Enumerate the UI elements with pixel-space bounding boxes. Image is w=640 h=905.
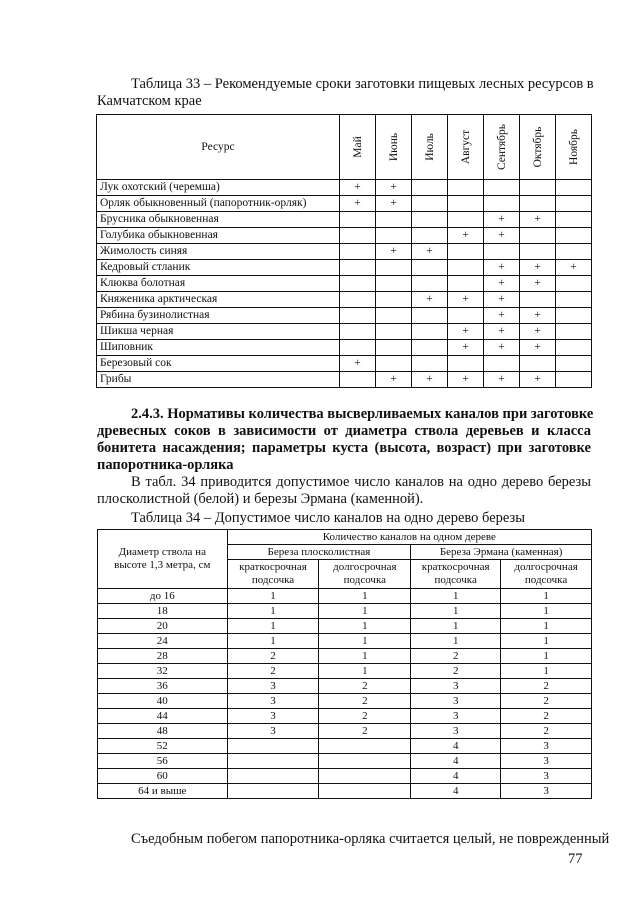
season-mark [520, 244, 556, 260]
season-mark [556, 372, 592, 388]
season-mark [556, 356, 592, 372]
season-mark [484, 244, 520, 260]
season-mark: + [340, 356, 376, 372]
section-heading-line: папоротника-орляка [97, 457, 234, 473]
closing-paragraph-line: Съедобным побегом папоротника-орляка считается целый, не поврежденный [131, 831, 610, 847]
season-mark [556, 180, 592, 196]
season-mark [520, 196, 556, 212]
channel-count-cell: 3 [411, 679, 501, 694]
channel-count-cell: 3 [501, 739, 592, 754]
section-heading-line: бонитета насаждения; параметры куста (высота, возраст) при заготовке [97, 440, 591, 456]
resource-name: Грибы [97, 372, 340, 388]
table33-caption-line1: Таблица 33 – Рекомендуемые сроки заготовки пищевых лесных ресурсов в [131, 76, 594, 92]
channel-count-cell: 3 [227, 724, 319, 739]
table-row [98, 739, 592, 754]
diameter-cell: 56 [98, 754, 228, 769]
channel-count-cell: 2 [227, 649, 319, 664]
season-mark: + [520, 212, 556, 228]
season-mark [412, 308, 448, 324]
table34 [97, 529, 592, 799]
channel-count-cell: 4 [411, 754, 501, 769]
season-mark [376, 356, 412, 372]
season-mark: + [340, 180, 376, 196]
season-mark: + [484, 292, 520, 308]
season-mark: + [484, 372, 520, 388]
channel-count-cell: 3 [411, 724, 501, 739]
table-row [98, 664, 592, 679]
season-mark [556, 196, 592, 212]
season-mark: + [412, 244, 448, 260]
channel-count-cell: 1 [319, 619, 411, 634]
channel-count-cell: 1 [227, 634, 319, 649]
table33 [96, 114, 592, 388]
season-mark: + [520, 324, 556, 340]
month-header [448, 115, 484, 180]
diameter-cell: 36 [98, 679, 228, 694]
season-mark: + [484, 324, 520, 340]
channel-count-cell: 2 [319, 694, 411, 709]
channel-count-cell: 3 [227, 709, 319, 724]
season-mark [376, 276, 412, 292]
table-row [98, 604, 592, 619]
channel-count-cell [319, 754, 411, 769]
season-mark: + [448, 340, 484, 356]
season-mark [376, 260, 412, 276]
table33-caption-line2: Камчатском крае [97, 93, 202, 109]
table-row [98, 589, 592, 604]
channel-count-cell: 1 [319, 634, 411, 649]
season-mark [412, 212, 448, 228]
channel-count-cell: 2 [501, 679, 592, 694]
resource-name: Жимолость синяя [97, 244, 340, 260]
channel-count-cell: 1 [319, 589, 411, 604]
channel-count-cell [319, 784, 411, 799]
table-row [97, 356, 592, 372]
season-mark [340, 260, 376, 276]
channel-count-cell: 1 [411, 634, 501, 649]
table-row [97, 260, 592, 276]
channel-count-cell: 1 [319, 649, 411, 664]
species-header: Береза плосколистная [227, 545, 411, 560]
channel-count-cell: 3 [411, 709, 501, 724]
season-mark [340, 244, 376, 260]
season-mark [448, 212, 484, 228]
season-mark [484, 180, 520, 196]
season-mark [556, 340, 592, 356]
channel-count-cell: 1 [501, 619, 592, 634]
channel-count-cell: 3 [501, 754, 592, 769]
channel-count-cell: 2 [501, 724, 592, 739]
channel-count-cell: 1 [319, 664, 411, 679]
season-mark: + [520, 340, 556, 356]
diameter-cell: 18 [98, 604, 228, 619]
month-label: Август [459, 129, 472, 165]
channels-group-header: Количество каналов на одном дереве [227, 530, 591, 545]
season-mark [448, 244, 484, 260]
table-row [98, 784, 592, 799]
species-header: Береза Эрмана (каменная) [411, 545, 592, 560]
channel-count-cell [227, 769, 319, 784]
season-mark [448, 276, 484, 292]
season-mark [340, 372, 376, 388]
season-mark: + [520, 260, 556, 276]
month-label: Октябрь [531, 126, 544, 168]
season-mark: + [412, 292, 448, 308]
diameter-cell: 32 [98, 664, 228, 679]
month-label: Июль [423, 133, 436, 161]
table-row [97, 324, 592, 340]
season-mark [520, 292, 556, 308]
season-mark [376, 228, 412, 244]
table-row [97, 244, 592, 260]
resource-name: Орляк обыкновенный (папоротник-орляк) [97, 196, 340, 212]
season-mark [448, 196, 484, 212]
season-mark [340, 212, 376, 228]
table-row [97, 212, 592, 228]
season-mark: + [484, 276, 520, 292]
season-mark: + [556, 260, 592, 276]
table-row [97, 292, 592, 308]
month-header [340, 115, 376, 180]
month-header [556, 115, 592, 180]
diameter-cell: до 16 [98, 589, 228, 604]
diameter-cell: 28 [98, 649, 228, 664]
season-mark: + [448, 228, 484, 244]
month-label: Июнь [387, 132, 400, 162]
table33-header-row [97, 115, 592, 180]
table-row [98, 619, 592, 634]
method-header: долгосрочная подсочка [501, 560, 592, 589]
resource-name: Шикша черная [97, 324, 340, 340]
month-header [376, 115, 412, 180]
season-mark: + [448, 292, 484, 308]
resource-name: Лук охотский (черемша) [97, 180, 340, 196]
channel-count-cell [319, 769, 411, 784]
season-mark: + [448, 324, 484, 340]
table-row [98, 694, 592, 709]
channel-count-cell: 2 [227, 664, 319, 679]
season-mark [520, 180, 556, 196]
table-row [98, 724, 592, 739]
channel-count-cell [227, 784, 319, 799]
section-heading-line: 2.4.3. Нормативы количества высверливаемых каналов при заготовке [131, 406, 594, 422]
table-row [98, 634, 592, 649]
season-mark [448, 260, 484, 276]
season-mark: + [484, 340, 520, 356]
diameter-cell: 48 [98, 724, 228, 739]
table-row [97, 308, 592, 324]
season-mark [520, 356, 556, 372]
channel-count-cell: 1 [227, 604, 319, 619]
season-mark [412, 228, 448, 244]
method-header: долгосрочная подсочка [319, 560, 411, 589]
channel-count-cell: 1 [501, 664, 592, 679]
method-header: краткосрочная подсочка [227, 560, 319, 589]
section-heading-line: древесных соков в зависимости от диаметра ствола деревьев и класса [97, 423, 591, 439]
season-mark [340, 324, 376, 340]
season-mark: + [448, 372, 484, 388]
season-mark [556, 292, 592, 308]
method-header: краткосрочная подсочка [411, 560, 501, 589]
season-mark [376, 324, 412, 340]
resource-header: Ресурс [97, 115, 340, 180]
channel-count-cell: 1 [411, 619, 501, 634]
resource-name: Березовый сок [97, 356, 340, 372]
season-mark [556, 324, 592, 340]
diameter-cell: 52 [98, 739, 228, 754]
channel-count-cell: 4 [411, 739, 501, 754]
season-mark [412, 324, 448, 340]
channel-count-cell: 1 [227, 589, 319, 604]
channel-count-cell: 1 [501, 649, 592, 664]
channel-count-cell: 2 [501, 709, 592, 724]
diameter-cell: 24 [98, 634, 228, 649]
season-mark: + [340, 196, 376, 212]
channel-count-cell [227, 739, 319, 754]
season-mark [340, 276, 376, 292]
channel-count-cell [319, 739, 411, 754]
season-mark: + [520, 276, 556, 292]
season-mark [448, 308, 484, 324]
table-row [98, 769, 592, 784]
season-mark: + [520, 308, 556, 324]
season-mark [340, 308, 376, 324]
resource-name: Княженика арктическая [97, 292, 340, 308]
channel-count-cell: 2 [319, 709, 411, 724]
channel-count-cell: 3 [501, 769, 592, 784]
channel-count-cell: 1 [319, 604, 411, 619]
resource-name: Клюква болотная [97, 276, 340, 292]
season-mark [376, 308, 412, 324]
season-mark [412, 276, 448, 292]
season-mark [520, 228, 556, 244]
month-label: Май [351, 136, 364, 158]
page-number: 77 [568, 851, 583, 867]
season-mark [448, 180, 484, 196]
season-mark [412, 340, 448, 356]
season-mark [340, 228, 376, 244]
channel-count-cell [227, 754, 319, 769]
channel-count-cell: 2 [411, 649, 501, 664]
channel-count-cell: 3 [227, 694, 319, 709]
diameter-cell: 40 [98, 694, 228, 709]
channel-count-cell: 2 [411, 664, 501, 679]
diameter-cell: 64 и выше [98, 784, 228, 799]
month-label: Сентябрь [495, 123, 508, 171]
channel-count-cell: 2 [319, 724, 411, 739]
resource-name: Брусника обыкновенная [97, 212, 340, 228]
season-mark [556, 228, 592, 244]
season-mark [376, 292, 412, 308]
channel-count-cell: 4 [411, 769, 501, 784]
table-row [98, 679, 592, 694]
channel-count-cell: 2 [319, 679, 411, 694]
channel-count-cell: 1 [411, 604, 501, 619]
channel-count-cell: 1 [411, 589, 501, 604]
season-mark [556, 276, 592, 292]
channel-count-cell: 1 [227, 619, 319, 634]
month-header [412, 115, 448, 180]
table34-caption: Таблица 34 – Допустимое число каналов на одно дерево березы [131, 510, 525, 526]
channel-count-cell: 3 [227, 679, 319, 694]
table-row [97, 372, 592, 388]
resource-name: Рябина бузинолистная [97, 308, 340, 324]
diameter-cell: 44 [98, 709, 228, 724]
month-header [484, 115, 520, 180]
paragraph-line: плосколистной (белой) и березы Эрмана (каменной). [97, 491, 424, 507]
season-mark: + [520, 372, 556, 388]
season-mark [556, 244, 592, 260]
resource-name: Шиповник [97, 340, 340, 356]
channel-count-cell: 1 [501, 634, 592, 649]
season-mark: + [484, 228, 520, 244]
resource-name: Голубика обыкновенная [97, 228, 340, 244]
season-mark [376, 212, 412, 228]
table-row [98, 754, 592, 769]
month-header [520, 115, 556, 180]
season-mark [556, 308, 592, 324]
season-mark [412, 196, 448, 212]
season-mark: + [484, 260, 520, 276]
season-mark: + [484, 308, 520, 324]
channel-count-cell: 1 [501, 589, 592, 604]
channel-count-cell: 3 [411, 694, 501, 709]
paragraph-line: В табл. 34 приводится допустимое число каналов на одно дерево березы [131, 474, 591, 490]
season-mark: + [412, 372, 448, 388]
diameter-cell: 60 [98, 769, 228, 784]
table-row [97, 180, 592, 196]
channel-count-cell: 4 [411, 784, 501, 799]
season-mark [412, 260, 448, 276]
table-row [97, 340, 592, 356]
season-mark [448, 356, 484, 372]
season-mark: + [376, 372, 412, 388]
season-mark [376, 340, 412, 356]
diameter-header: Диаметр ствола на высоте 1,3 метра, см [98, 530, 228, 589]
resource-name: Кедровый стланик [97, 260, 340, 276]
season-mark [484, 196, 520, 212]
season-mark [484, 356, 520, 372]
channel-count-cell: 1 [501, 604, 592, 619]
channel-count-cell: 2 [501, 694, 592, 709]
season-mark: + [484, 212, 520, 228]
season-mark [340, 292, 376, 308]
season-mark: + [376, 180, 412, 196]
season-mark [412, 180, 448, 196]
table-row [97, 276, 592, 292]
table-row [97, 228, 592, 244]
season-mark [340, 340, 376, 356]
channel-count-cell: 3 [501, 784, 592, 799]
diameter-cell: 20 [98, 619, 228, 634]
season-mark [412, 356, 448, 372]
month-label: Ноябрь [567, 129, 580, 165]
season-mark: + [376, 244, 412, 260]
table-row [98, 709, 592, 724]
table-row [97, 196, 592, 212]
season-mark: + [376, 196, 412, 212]
table-row [98, 649, 592, 664]
season-mark [556, 212, 592, 228]
